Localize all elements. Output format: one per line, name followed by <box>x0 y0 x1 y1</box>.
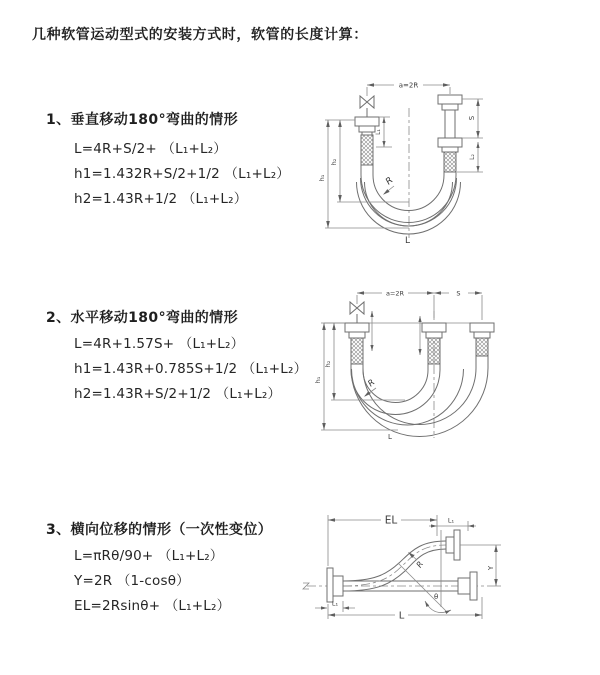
dim-h1-label: h₁ <box>318 174 326 182</box>
dim-a2r <box>357 290 482 321</box>
diagram-vertical-180 <box>310 70 600 265</box>
dim-el <box>328 515 437 567</box>
radius-label: R <box>414 559 426 570</box>
dim-s-label: S <box>456 289 461 298</box>
diagram-lateral-displacement <box>295 500 600 650</box>
radius-callout <box>382 176 395 197</box>
dim-l1-top-label: L₁ <box>447 516 455 525</box>
section-2-heading: 2、水平移动180°弯曲的情形 <box>46 310 238 326</box>
radius-label: R <box>366 377 378 390</box>
s-hose <box>343 541 446 591</box>
section-2-formula-h1: h1=1.43R+0.785S+1/2 （L₁+L₂） <box>74 361 308 377</box>
dim-y-label: Y <box>487 565 495 571</box>
valve-icon <box>360 96 374 117</box>
angle-construction <box>398 530 452 614</box>
dim-l2-label: L₂ <box>469 154 476 160</box>
hose-positions <box>357 165 461 234</box>
right-pipe-fitting <box>438 95 462 172</box>
dim-l1-top <box>429 517 476 532</box>
middle-pipe-fitting <box>422 323 446 364</box>
valve-icon <box>350 302 364 323</box>
section-1-heading: 1、垂直移动180°弯曲的情形 <box>46 112 238 128</box>
left-pipe-fitting <box>345 323 369 364</box>
left-pipe-fitting <box>355 117 379 165</box>
hose-positions <box>351 356 488 437</box>
section-2-formula-l: L=4R+1.57S+ （L₁+L₂） <box>74 336 245 352</box>
dim-a2r <box>367 82 450 97</box>
section-1-formula-h2: h2=1.43R+1/2 （L₁+L₂） <box>74 191 248 207</box>
radius-label: R <box>384 175 396 188</box>
dim-h2-label: h₂ <box>330 158 338 166</box>
section-3-heading: 3、横向位移的情形（一次性变位） <box>46 522 273 538</box>
dim-l <box>328 597 482 622</box>
length-label: L <box>388 433 392 441</box>
right-pipe-fitting <box>470 323 494 356</box>
section-1-formula-l: L=4R+S/2+ （L₁+L₂） <box>74 141 228 157</box>
section-2-formula-h2: h2=1.43R+S/2+1/2 （L₁+L₂） <box>74 386 282 402</box>
dim-l1-bottom-label: L₁ <box>331 599 339 608</box>
dim-l-label: L <box>398 610 405 622</box>
dim-l1-label: L₁ <box>375 129 382 135</box>
fitting-length-dims <box>370 311 421 355</box>
dim-a2r-label: a=2R <box>398 81 419 90</box>
dim-s-label: S <box>468 115 476 121</box>
right-flange <box>458 572 477 600</box>
page-title: 几种软管运动型式的安装方式时，软管的长度计算： <box>32 27 368 43</box>
dim-s <box>462 99 483 138</box>
dim-el-label: EL <box>384 514 398 527</box>
section-3-formula-l: L=πRθ/90+ （L₁+L₂） <box>74 548 224 564</box>
section-3-formula-el: EL=2Rsinθ+ （L₁+L₂） <box>74 598 231 614</box>
left-flange <box>327 568 343 602</box>
dim-l1-bottom <box>315 600 355 613</box>
upper-flange <box>446 530 460 560</box>
length-label: L <box>405 236 411 246</box>
section-1-formula-h1: h1=1.432R+S/2+1/2 （L₁+L₂） <box>74 166 291 182</box>
dim-a2r-label: a=2R <box>385 289 405 298</box>
angle-label: θ <box>434 593 439 601</box>
dim-h1-label: h₁ <box>314 376 322 384</box>
dim-h2-label: h₂ <box>324 360 332 368</box>
diagram-horizontal-180 <box>310 278 600 473</box>
section-3-formula-y: Y=2R （1-cosθ） <box>74 573 190 589</box>
